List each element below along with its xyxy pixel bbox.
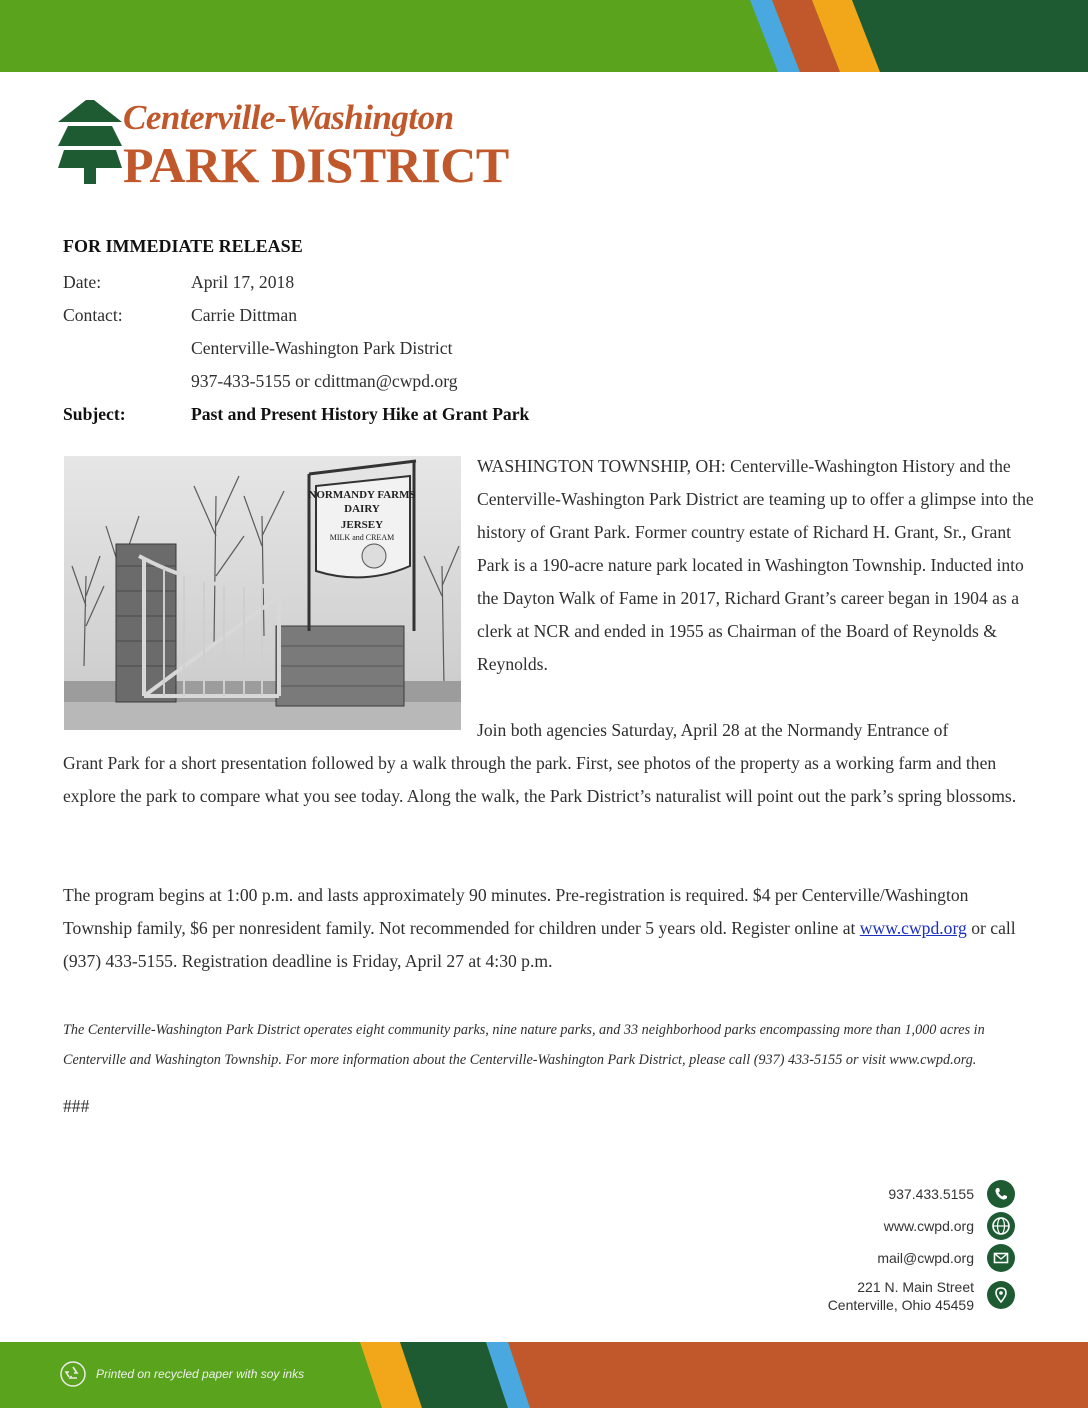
contact-org: Centerville-Washington Park District <box>191 338 453 358</box>
date-label: Date: <box>63 272 102 292</box>
sign-text-line2: DAIRY <box>344 503 380 515</box>
recycled-paper-note: Printed on recycled paper with soy inks <box>96 1367 305 1381</box>
sign-text-line3: JERSEY <box>340 519 384 531</box>
paragraph-event: Grant Park for a short presentation followed by a walk through the park. First, see photos of the property as a working farm and then explore the park to compare what you see today. Along the walk, the Park District’s naturalist will point out the park’s spring blossoms. <box>63 753 1017 806</box>
footer-website[interactable]: www.cwpd.org <box>883 1218 974 1234</box>
footer-address-line1: 221 N. Main Street <box>857 1279 974 1295</box>
boilerplate-paragraph: The Centerville-Washington Park District operates eight community parks, nine nature parks, and 33 neighborhood parks encompassing more than 1,000 acres in Centerville and Washington Township. For more information about the Centerville-Washington Park District, please call (937) 433-5155 or visit www.cwpd.org. <box>63 1022 985 1068</box>
phone-icon <box>987 1180 1015 1208</box>
paragraph-intro: WASHINGTON TOWNSHIP, OH: Centerville-Washington History and the Centerville-Washington Park District are teaming up to offer a glimpse into the history of Grant Park. Former country estate of Richard H. Grant, Sr., Grant Park is a 190-acre nature park located in Washington Township. Inducted into the Dayton Walk of Fame in 2017, Richard Grant’s career began in 1904 as a clerk at NCR and ended in 1955 as Chairman of the Board of Reynolds & Reynolds. <box>477 456 1034 674</box>
footer-email[interactable]: mail@cwpd.org <box>877 1250 974 1266</box>
registration-text-a: The program begins at 1:00 p.m. and lasts approximately 90 minutes. Pre-registration is required. $4 per Centerville/Washington Township family, $6 per nonresident family. Not recommended for children under 5 years old. Register online at <box>63 885 969 938</box>
date-value: April 17, 2018 <box>191 272 295 292</box>
contact-info: 937-433-5155 or cdittman@cwpd.org <box>191 371 458 391</box>
website-link[interactable]: www.cwpd.org <box>859 918 967 938</box>
footer-address-line2: Centerville, Ohio 45459 <box>827 1297 974 1313</box>
paragraph-registration <box>63 879 1023 978</box>
recycle-icon <box>60 1361 86 1387</box>
subject-label: Subject: <box>63 404 126 424</box>
contact-label: Contact: <box>63 305 123 325</box>
mail-icon <box>987 1244 1015 1272</box>
logo-name-line1: Centerville-Washington <box>123 98 454 137</box>
logo-name-line2: PARK DISTRICT <box>123 137 509 193</box>
contact-name: Carrie Dittman <box>191 305 298 325</box>
sign-text-line1: NORMANDY FARMS <box>308 489 416 501</box>
footer-phone: 937.433.5155 <box>888 1186 974 1202</box>
location-pin-icon <box>987 1281 1015 1309</box>
historic-photo-normandy-farms-gate <box>64 456 461 730</box>
globe-icon <box>987 1212 1015 1240</box>
tree-logo-icon <box>58 100 122 184</box>
registration-text-b: or call (937) 433-5155. Registration deadline is Friday, April 27 at 4:30 p.m. <box>63 918 1016 971</box>
subject-value: Past and Present History Hike at Grant Park <box>191 404 530 424</box>
sign-text-line4: MILK and CREAM <box>329 533 395 542</box>
end-mark: ### <box>63 1096 90 1116</box>
header-color-band <box>0 0 1088 72</box>
paragraph-event-first-line: Join both agencies Saturday, April 28 at the Normandy Entrance of <box>477 720 949 740</box>
release-title: FOR IMMEDIATE RELEASE <box>63 236 303 256</box>
